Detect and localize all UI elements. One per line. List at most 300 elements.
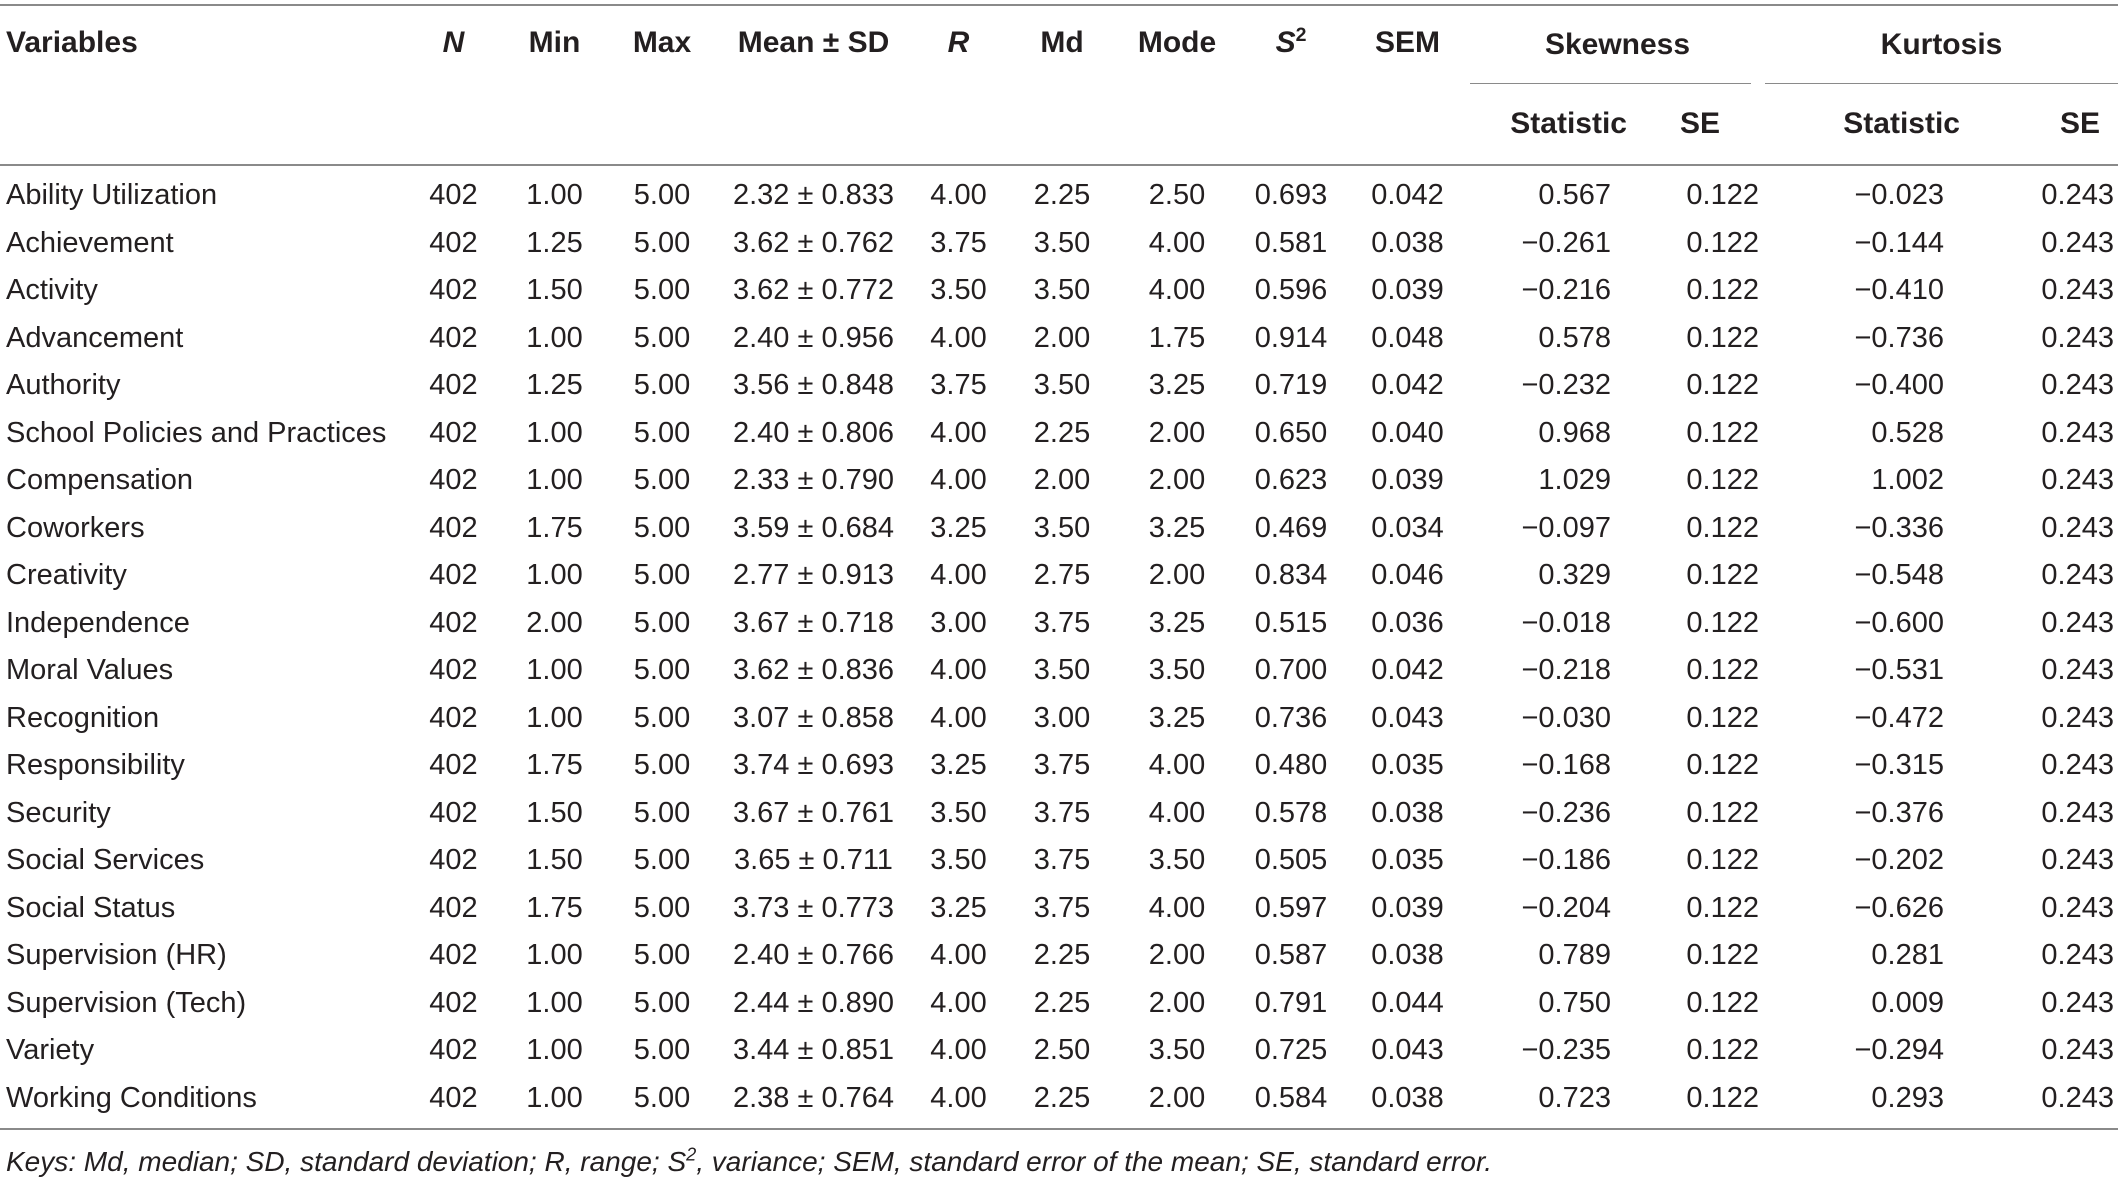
- cell-sem: 0.038: [1371, 1081, 1444, 1114]
- cell-mean-sd: 2.44 ± 0.890: [732, 986, 895, 1019]
- cell-variance: 0.596: [1254, 274, 1328, 307]
- cell-n: 402: [429, 179, 478, 212]
- cell-median: 3.75: [1033, 606, 1091, 639]
- header-variables: Variables: [0, 5, 405, 165]
- cell-median: 2.50: [1033, 1034, 1091, 1067]
- cell-max: 5.00: [633, 369, 691, 402]
- cell-kurtosis-statistic: −0.531: [1854, 654, 1944, 687]
- cell-n: 402: [429, 274, 478, 307]
- cell-median: 3.50: [1033, 369, 1091, 402]
- cell-sem: 0.040: [1371, 416, 1444, 449]
- cell-mode: 2.50: [1148, 179, 1206, 212]
- cell-skewness-se: 0.122: [1686, 606, 1759, 639]
- cell-mean-sd: 3.07 ± 0.858: [732, 701, 895, 734]
- cell-median: 3.75: [1033, 749, 1091, 782]
- cell-min: 1.00: [526, 939, 583, 972]
- footnote-text-end: , variance; SEM, standard error of the mean; SE, standard error.: [696, 1146, 1493, 1177]
- cell-min: 1.00: [526, 1034, 583, 1067]
- cell-median: 2.25: [1033, 416, 1091, 449]
- footnote-text-start: Keys: Md, median; SD, standard deviation; R, range; S: [6, 1146, 687, 1177]
- cell-sem: 0.043: [1371, 1034, 1444, 1067]
- cell-variable: Recognition: [6, 701, 160, 734]
- cell-skewness-statistic: −0.186: [1521, 844, 1611, 877]
- cell-n: 402: [429, 654, 478, 687]
- cell-max: 5.00: [633, 321, 691, 354]
- cell-skewness-statistic: −0.236: [1521, 796, 1611, 829]
- cell-max: 5.00: [633, 939, 691, 972]
- cell-skewness-statistic: −0.218: [1521, 654, 1611, 687]
- cell-range: 4.00: [930, 1081, 987, 1114]
- table-row: [0, 1027, 2118, 1075]
- cell-mode: 2.00: [1148, 416, 1206, 449]
- cell-variable: Compensation: [6, 464, 193, 497]
- cell-variable: Authority: [6, 369, 121, 402]
- cell-kurtosis-se: 0.243: [2041, 226, 2114, 259]
- cell-range: 3.50: [930, 796, 987, 829]
- cell-range: 4.00: [930, 464, 987, 497]
- header-sem: SEM: [1345, 5, 1470, 165]
- table-row: [0, 165, 2118, 220]
- cell-variable: Social Services: [6, 844, 205, 877]
- cell-kurtosis-se: 0.243: [2041, 179, 2114, 212]
- header-mode: Mode: [1117, 5, 1237, 165]
- cell-sem: 0.035: [1371, 844, 1444, 877]
- footnote-divider: [0, 1128, 2118, 1130]
- cell-skewness-statistic: 0.329: [1538, 559, 1611, 592]
- cell-mean-sd: 3.65 ± 0.711: [734, 844, 893, 877]
- descriptive-statistics-table: [0, 4, 2118, 1122]
- cell-min: 1.00: [526, 701, 583, 734]
- cell-mode: 4.00: [1148, 226, 1206, 259]
- cell-kurtosis-se: 0.243: [2041, 511, 2114, 544]
- cell-kurtosis-statistic: −0.315: [1854, 749, 1944, 782]
- cell-mean-sd: 3.44 ± 0.851: [732, 1034, 895, 1067]
- cell-max: 5.00: [633, 701, 691, 734]
- cell-sem: 0.039: [1371, 891, 1444, 924]
- cell-skewness-statistic: 0.968: [1538, 416, 1611, 449]
- table-row: [0, 885, 2118, 933]
- cell-n: 402: [429, 1034, 478, 1067]
- cell-kurtosis-se: 0.243: [2041, 844, 2114, 877]
- cell-mode: 4.00: [1148, 749, 1206, 782]
- header-min: Min: [502, 5, 607, 165]
- header-median: Md: [1007, 5, 1117, 165]
- cell-skewness-se: 0.122: [1686, 559, 1759, 592]
- cell-variance: 0.700: [1254, 654, 1328, 687]
- cell-sem: 0.039: [1371, 464, 1444, 497]
- cell-sem: 0.036: [1371, 606, 1444, 639]
- cell-kurtosis-statistic: −0.202: [1854, 844, 1944, 877]
- cell-skewness-se: 0.122: [1686, 939, 1759, 972]
- cell-sem: 0.046: [1371, 559, 1444, 592]
- cell-mean-sd: 2.33 ± 0.790: [732, 464, 895, 497]
- cell-range: 4.00: [930, 416, 987, 449]
- cell-kurtosis-statistic: −0.023: [1854, 179, 1944, 212]
- cell-skewness-statistic: −0.216: [1521, 274, 1611, 307]
- cell-mode: 3.25: [1148, 701, 1206, 734]
- header-skewness: Skewness: [1470, 5, 1765, 84]
- cell-variance: 0.469: [1254, 511, 1328, 544]
- header-skewness-se: SE: [1635, 84, 1765, 165]
- cell-variable: Coworkers: [6, 511, 145, 544]
- cell-variable: Supervision (Tech): [6, 986, 247, 1019]
- cell-kurtosis-statistic: 0.528: [1871, 416, 1944, 449]
- cell-kurtosis-statistic: −0.626: [1854, 891, 1944, 924]
- cell-variance: 0.515: [1254, 606, 1328, 639]
- cell-skewness-statistic: −0.204: [1521, 891, 1611, 924]
- header-kurtosis: Kurtosis: [1765, 5, 2118, 84]
- cell-median: 3.50: [1033, 511, 1091, 544]
- cell-variance: 0.623: [1254, 464, 1328, 497]
- cell-variable: Ability Utilization: [6, 179, 218, 212]
- cell-kurtosis-se: 0.243: [2041, 559, 2114, 592]
- cell-range: 4.00: [930, 701, 987, 734]
- cell-kurtosis-se: 0.243: [2041, 416, 2114, 449]
- cell-n: 402: [429, 369, 478, 402]
- cell-max: 5.00: [633, 416, 691, 449]
- cell-skewness-se: 0.122: [1686, 464, 1759, 497]
- header-kurtosis-statistic: Statistic: [1765, 84, 1968, 165]
- cell-variance: 0.650: [1254, 416, 1328, 449]
- cell-median: 3.75: [1033, 796, 1091, 829]
- cell-mean-sd: 3.67 ± 0.761: [732, 796, 895, 829]
- cell-mean-sd: 2.32 ± 0.833: [732, 179, 895, 212]
- cell-min: 2.00: [526, 606, 583, 639]
- cell-kurtosis-statistic: −0.472: [1854, 701, 1944, 734]
- table-footnote: [6, 1146, 1492, 1178]
- cell-median: 2.25: [1033, 1081, 1091, 1114]
- cell-skewness-statistic: 0.723: [1538, 1081, 1611, 1114]
- cell-variance: 0.791: [1254, 986, 1328, 1019]
- cell-n: 402: [429, 511, 478, 544]
- cell-mean-sd: 2.77 ± 0.913: [732, 559, 895, 592]
- cell-skewness-se: 0.122: [1686, 511, 1759, 544]
- cell-range: 4.00: [930, 986, 987, 1019]
- cell-mean-sd: 3.67 ± 0.718: [732, 606, 895, 639]
- cell-max: 5.00: [633, 796, 691, 829]
- cell-median: 2.25: [1033, 939, 1091, 972]
- cell-kurtosis-statistic: 0.281: [1871, 939, 1944, 972]
- cell-n: 402: [429, 321, 478, 354]
- cell-kurtosis-se: 0.243: [2041, 701, 2114, 734]
- cell-mode: 4.00: [1148, 891, 1206, 924]
- cell-kurtosis-statistic: −0.336: [1854, 511, 1944, 544]
- cell-range: 3.25: [930, 511, 987, 544]
- cell-sem: 0.048: [1371, 321, 1444, 354]
- cell-kurtosis-statistic: 1.002: [1871, 464, 1944, 497]
- cell-variable: Supervision (HR): [6, 939, 227, 972]
- cell-skewness-statistic: 0.750: [1538, 986, 1611, 1019]
- cell-min: 1.50: [526, 844, 583, 877]
- cell-variance: 0.480: [1254, 749, 1328, 782]
- table-row: [0, 315, 2118, 363]
- cell-max: 5.00: [633, 559, 691, 592]
- cell-sem: 0.038: [1371, 939, 1444, 972]
- cell-kurtosis-statistic: −0.294: [1854, 1034, 1944, 1067]
- cell-mode: 2.00: [1148, 464, 1206, 497]
- cell-variable: Variety: [6, 1034, 95, 1067]
- table-row: [0, 552, 2118, 600]
- cell-min: 1.25: [526, 226, 583, 259]
- table-row: [0, 362, 2118, 410]
- cell-variance: 0.587: [1254, 939, 1328, 972]
- cell-skewness-statistic: 0.578: [1538, 321, 1611, 354]
- cell-max: 5.00: [633, 749, 691, 782]
- cell-n: 402: [429, 1081, 478, 1114]
- cell-max: 5.00: [633, 606, 691, 639]
- cell-skewness-statistic: −0.261: [1521, 226, 1611, 259]
- table-row: [0, 457, 2118, 505]
- cell-max: 5.00: [633, 891, 691, 924]
- cell-min: 1.00: [526, 179, 583, 212]
- cell-skewness-se: 0.122: [1686, 986, 1759, 1019]
- cell-min: 1.25: [526, 369, 583, 402]
- cell-range: 3.25: [930, 891, 987, 924]
- cell-kurtosis-se: 0.243: [2041, 321, 2114, 354]
- cell-skewness-se: 0.122: [1686, 179, 1759, 212]
- cell-median: 3.75: [1033, 844, 1091, 877]
- cell-range: 4.00: [930, 654, 987, 687]
- cell-kurtosis-statistic: −0.600: [1854, 606, 1944, 639]
- cell-range: 4.00: [930, 1034, 987, 1067]
- cell-mode: 3.50: [1148, 844, 1206, 877]
- cell-median: 3.75: [1033, 891, 1091, 924]
- cell-kurtosis-statistic: 0.293: [1871, 1081, 1944, 1114]
- cell-skewness-se: 0.122: [1686, 321, 1759, 354]
- cell-kurtosis-se: 0.243: [2041, 939, 2114, 972]
- cell-median: 3.50: [1033, 226, 1091, 259]
- cell-kurtosis-se: 0.243: [2041, 654, 2114, 687]
- cell-variance: 0.597: [1254, 891, 1328, 924]
- cell-kurtosis-se: 0.243: [2041, 1081, 2114, 1114]
- cell-max: 5.00: [633, 654, 691, 687]
- header-variance-base: S: [1275, 26, 1296, 59]
- cell-skewness-se: 0.122: [1686, 654, 1759, 687]
- cell-variance: 0.914: [1254, 321, 1328, 354]
- cell-n: 402: [429, 464, 478, 497]
- cell-skewness-se: 0.122: [1686, 749, 1759, 782]
- cell-mean-sd: 2.40 ± 0.806: [732, 416, 895, 449]
- cell-skewness-statistic: −0.018: [1521, 606, 1611, 639]
- header-n: N: [405, 5, 502, 165]
- cell-n: 402: [429, 606, 478, 639]
- cell-skewness-se: 0.122: [1686, 274, 1759, 307]
- cell-sem: 0.042: [1371, 179, 1444, 212]
- cell-range: 4.00: [930, 559, 987, 592]
- cell-max: 5.00: [633, 274, 691, 307]
- cell-kurtosis-se: 0.243: [2041, 796, 2114, 829]
- cell-n: 402: [429, 226, 478, 259]
- cell-mode: 2.00: [1148, 939, 1206, 972]
- cell-kurtosis-statistic: −0.144: [1854, 226, 1944, 259]
- cell-n: 402: [429, 986, 478, 1019]
- cell-max: 5.00: [633, 1081, 691, 1114]
- cell-skewness-statistic: −0.097: [1521, 511, 1611, 544]
- cell-skewness-statistic: −0.235: [1521, 1034, 1611, 1067]
- cell-skewness-se: 0.122: [1686, 416, 1759, 449]
- cell-variable: Creativity: [6, 559, 127, 592]
- cell-mode: 3.50: [1148, 654, 1206, 687]
- cell-sem: 0.034: [1371, 511, 1444, 544]
- cell-sem: 0.043: [1371, 701, 1444, 734]
- cell-sem: 0.035: [1371, 749, 1444, 782]
- cell-skewness-statistic: 0.567: [1538, 179, 1611, 212]
- header-kurtosis-se: SE: [1968, 84, 2118, 165]
- cell-kurtosis-statistic: −0.376: [1854, 796, 1944, 829]
- cell-skewness-se: 0.122: [1686, 369, 1759, 402]
- cell-mean-sd: 3.59 ± 0.684: [732, 511, 895, 544]
- cell-variable: School Policies and Practices: [6, 416, 387, 449]
- cell-mode: 3.25: [1148, 369, 1206, 402]
- cell-min: 1.00: [526, 416, 583, 449]
- cell-variance: 0.725: [1254, 1034, 1328, 1067]
- table-row: [0, 220, 2118, 268]
- cell-kurtosis-statistic: −0.400: [1854, 369, 1944, 402]
- cell-mode: 1.75: [1148, 321, 1206, 354]
- cell-mode: 3.50: [1148, 1034, 1206, 1067]
- header-mean-sd: Mean ± SD: [717, 5, 910, 165]
- cell-n: 402: [429, 796, 478, 829]
- cell-sem: 0.042: [1371, 654, 1444, 687]
- cell-range: 3.00: [930, 606, 987, 639]
- table-body: [0, 165, 2118, 1122]
- table-row: [0, 505, 2118, 553]
- cell-mean-sd: 3.62 ± 0.836: [732, 654, 895, 687]
- cell-skewness-se: 0.122: [1686, 891, 1759, 924]
- cell-min: 1.50: [526, 796, 583, 829]
- cell-variance: 0.578: [1254, 796, 1328, 829]
- cell-max: 5.00: [633, 226, 691, 259]
- cell-n: 402: [429, 749, 478, 782]
- header-variance: [1237, 5, 1345, 165]
- cell-skewness-se: 0.122: [1686, 1034, 1759, 1067]
- cell-kurtosis-se: 0.243: [2041, 986, 2114, 1019]
- cell-skewness-se: 0.122: [1686, 844, 1759, 877]
- header-range: R: [910, 5, 1007, 165]
- cell-kurtosis-se: 0.243: [2041, 891, 2114, 924]
- cell-skewness-statistic: −0.030: [1521, 701, 1611, 734]
- table-row: [0, 267, 2118, 315]
- footnote-sup: 2: [686, 1144, 697, 1165]
- table-row: [0, 837, 2118, 885]
- cell-kurtosis-se: 0.243: [2041, 369, 2114, 402]
- header-skewness-statistic: Statistic: [1470, 84, 1635, 165]
- cell-n: 402: [429, 559, 478, 592]
- cell-mean-sd: 3.62 ± 0.772: [732, 274, 895, 307]
- cell-variable: Advancement: [6, 321, 184, 354]
- cell-range: 4.00: [930, 321, 987, 354]
- cell-median: 2.25: [1033, 986, 1091, 1019]
- cell-mean-sd: 3.56 ± 0.848: [732, 369, 895, 402]
- cell-range: 3.25: [930, 749, 987, 782]
- cell-mean-sd: 3.74 ± 0.693: [732, 749, 895, 782]
- header-max: Max: [607, 5, 717, 165]
- cell-mode: 2.00: [1148, 986, 1206, 1019]
- cell-range: 3.50: [930, 844, 987, 877]
- cell-variable: Activity: [6, 274, 98, 307]
- cell-sem: 0.039: [1371, 274, 1444, 307]
- cell-min: 1.00: [526, 321, 583, 354]
- cell-min: 1.00: [526, 559, 583, 592]
- cell-skewness-statistic: −0.168: [1521, 749, 1611, 782]
- cell-variable: Achievement: [6, 226, 174, 259]
- cell-variable: Working Conditions: [6, 1081, 257, 1114]
- table-row: [0, 980, 2118, 1028]
- table-row: [0, 1075, 2118, 1123]
- cell-kurtosis-statistic: 0.009: [1871, 986, 1944, 1019]
- cell-kurtosis-se: 0.243: [2041, 464, 2114, 497]
- table-row: [0, 410, 2118, 458]
- cell-skewness-se: 0.122: [1686, 796, 1759, 829]
- cell-skewness-se: 0.122: [1686, 701, 1759, 734]
- cell-range: 3.75: [930, 226, 987, 259]
- cell-max: 5.00: [633, 511, 691, 544]
- cell-variance: 0.584: [1254, 1081, 1328, 1114]
- cell-range: 3.50: [930, 274, 987, 307]
- cell-skewness-se: 0.122: [1686, 226, 1759, 259]
- cell-mode: 4.00: [1148, 274, 1206, 307]
- cell-mean-sd: 3.73 ± 0.773: [732, 891, 895, 924]
- cell-median: 2.00: [1033, 321, 1091, 354]
- cell-min: 1.75: [526, 891, 583, 924]
- cell-kurtosis-se: 0.243: [2041, 1034, 2114, 1067]
- cell-kurtosis-se: 0.243: [2041, 749, 2114, 782]
- cell-min: 1.75: [526, 511, 583, 544]
- table-row: [0, 600, 2118, 648]
- cell-min: 1.00: [526, 654, 583, 687]
- cell-median: 2.75: [1033, 559, 1091, 592]
- cell-n: 402: [429, 416, 478, 449]
- cell-min: 1.00: [526, 986, 583, 1019]
- cell-kurtosis-statistic: −0.410: [1854, 274, 1944, 307]
- cell-range: 4.00: [930, 179, 987, 212]
- cell-mean-sd: 2.38 ± 0.764: [732, 1081, 895, 1114]
- cell-sem: 0.042: [1371, 369, 1444, 402]
- cell-max: 5.00: [633, 464, 691, 497]
- cell-skewness-statistic: −0.232: [1521, 369, 1611, 402]
- cell-min: 1.50: [526, 274, 583, 307]
- cell-mode: 2.00: [1148, 559, 1206, 592]
- table-row: [0, 932, 2118, 980]
- cell-range: 3.75: [930, 369, 987, 402]
- cell-max: 5.00: [633, 179, 691, 212]
- cell-mean-sd: 2.40 ± 0.956: [732, 321, 895, 354]
- cell-variance: 0.693: [1254, 179, 1328, 212]
- table-row: [0, 790, 2118, 838]
- cell-sem: 0.038: [1371, 226, 1444, 259]
- cell-sem: 0.044: [1371, 986, 1444, 1019]
- cell-median: 2.00: [1033, 464, 1091, 497]
- cell-max: 5.00: [633, 1034, 691, 1067]
- cell-sem: 0.038: [1371, 796, 1444, 829]
- cell-variable: Social Status: [6, 891, 176, 924]
- cell-mode: 3.25: [1148, 511, 1206, 544]
- cell-kurtosis-se: 0.243: [2041, 274, 2114, 307]
- cell-range: 4.00: [930, 939, 987, 972]
- cell-median: 3.50: [1033, 274, 1091, 307]
- cell-variance: 0.834: [1254, 559, 1328, 592]
- cell-skewness-statistic: 1.029: [1538, 464, 1611, 497]
- cell-mean-sd: 2.40 ± 0.766: [732, 939, 895, 972]
- table-row: [0, 742, 2118, 790]
- table-row: [0, 695, 2118, 743]
- cell-variance: 0.581: [1254, 226, 1328, 259]
- cell-mean-sd: 3.62 ± 0.762: [732, 226, 895, 259]
- cell-variance: 0.736: [1254, 701, 1328, 734]
- cell-kurtosis-statistic: −0.736: [1854, 321, 1944, 354]
- cell-variable: Moral Values: [6, 654, 174, 687]
- cell-variable: Responsibility: [6, 749, 185, 782]
